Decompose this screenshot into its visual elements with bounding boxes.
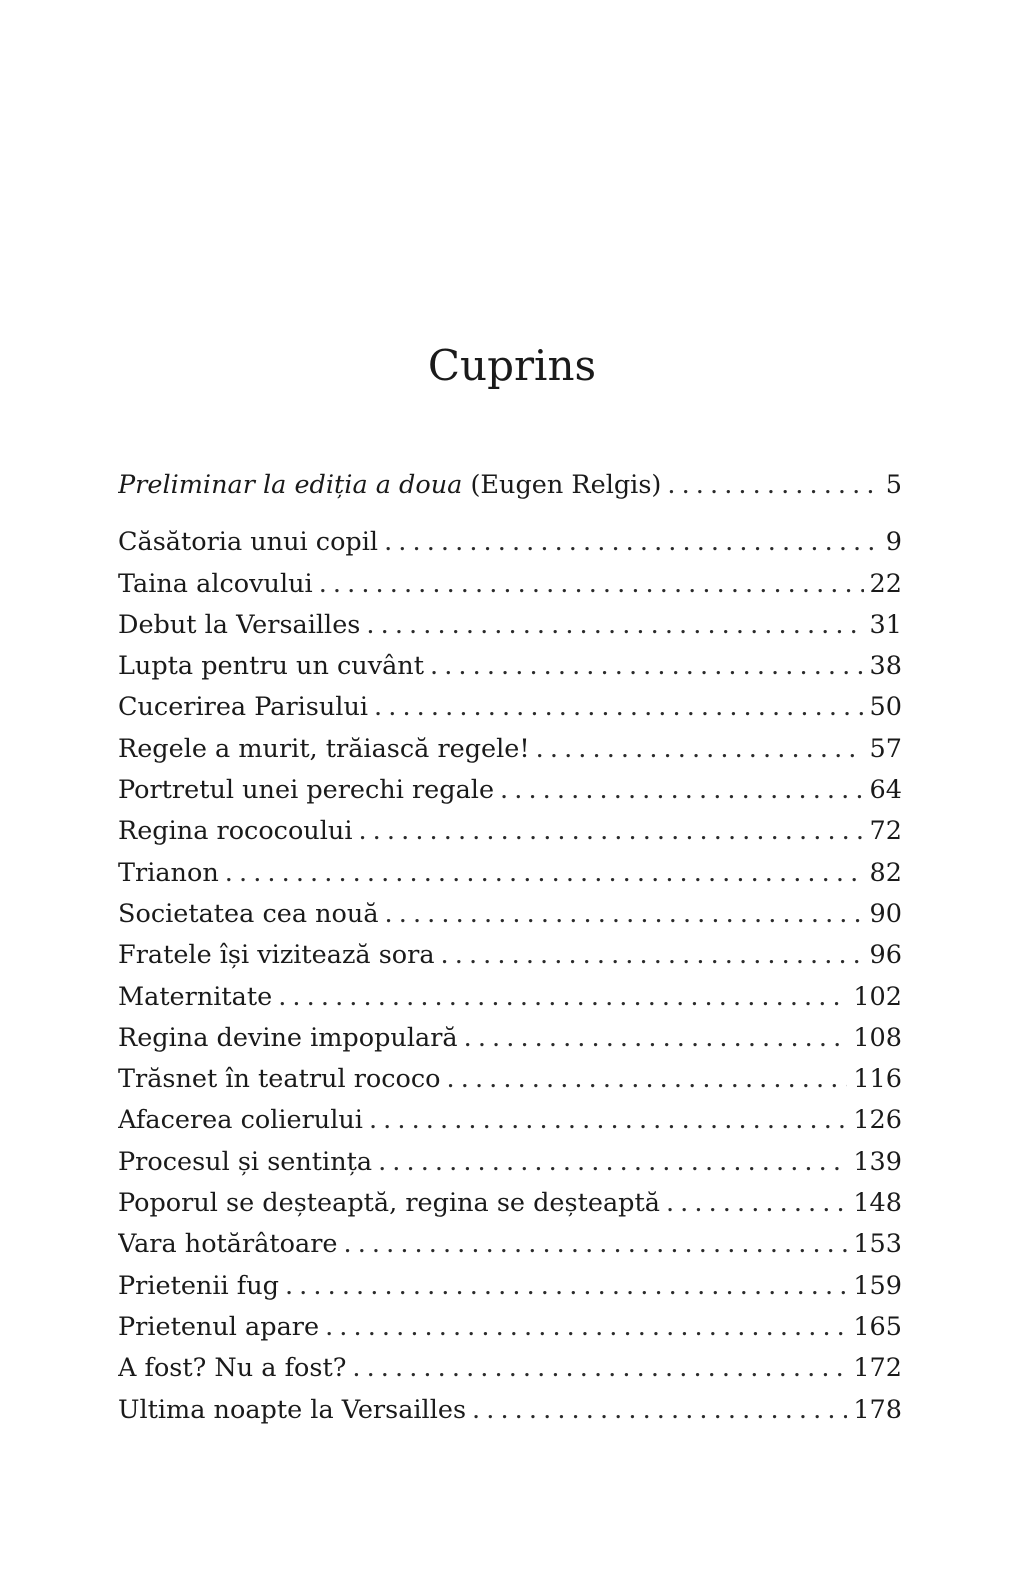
toc-entry-title: Prietenul apare (118, 1311, 320, 1342)
toc-entry[interactable] (118, 770, 902, 811)
toc-entry-title: Trianon (118, 857, 219, 888)
dot-leader (464, 1018, 848, 1059)
toc-entry[interactable] (118, 1018, 902, 1059)
toc-entry-title (118, 465, 661, 506)
dot-leader (500, 770, 864, 811)
dot-leader (441, 935, 864, 976)
dot-leader (430, 646, 864, 687)
toc-entry-title: Regele a murit, trăiască regele! (118, 733, 530, 764)
toc-entry[interactable] (118, 1348, 902, 1389)
dot-leader (384, 522, 880, 563)
toc-entry-page: 50 (869, 692, 902, 723)
dot-leader (285, 1266, 847, 1307)
toc-entry-page: 64 (869, 775, 902, 806)
preface-author: (Eugen Relgis) (470, 470, 662, 500)
dot-leader (374, 687, 864, 728)
dot-leader (278, 977, 847, 1018)
toc-entry[interactable] (118, 1183, 902, 1224)
toc-entry[interactable] (118, 977, 902, 1018)
toc-entry-page: 38 (869, 651, 902, 682)
toc-entry-title: Prietenii fug (118, 1270, 279, 1301)
toc-entry-page: 82 (869, 857, 902, 888)
toc-entry-page: 9 (885, 527, 902, 558)
toc-entry-page: 153 (853, 1229, 902, 1260)
toc-entry[interactable] (118, 935, 902, 976)
dot-leader (352, 1348, 847, 1389)
table-of-contents (118, 465, 902, 1431)
toc-entry-title: Procesul și sentința (118, 1146, 373, 1177)
toc-entry-page: 126 (853, 1105, 902, 1136)
dot-leader (536, 729, 864, 770)
toc-entry-page: 57 (869, 733, 902, 764)
toc-entry-page: 102 (853, 981, 902, 1012)
dot-leader (343, 1224, 847, 1265)
toc-entry-page: 96 (869, 940, 902, 971)
toc-entry-title: Cucerirea Parisului (118, 692, 369, 723)
toc-entry-title: Afacerea colierului (118, 1105, 363, 1136)
toc-entry-title: Poporul se deșteaptă, regina se deșteaptă (118, 1188, 660, 1219)
dot-leader (358, 811, 863, 852)
toc-entry-title: A fost? Nu a fost? (118, 1353, 347, 1384)
toc-entry-title: Portretul unei perechi regale (118, 775, 495, 806)
toc-entry-title: Fratele își vizitează sora (118, 940, 435, 971)
toc-entry-title: Lupta pentru un cuvânt (118, 651, 424, 682)
toc-entry-page: 172 (853, 1353, 902, 1384)
dot-leader (366, 605, 863, 646)
toc-entry[interactable] (118, 1390, 902, 1431)
dot-leader (666, 1183, 847, 1224)
page-title: Cuprins (427, 341, 597, 390)
toc-entry[interactable] (118, 1100, 902, 1141)
toc-entry-page: 139 (853, 1146, 902, 1177)
toc-entry-page: 165 (853, 1311, 902, 1342)
toc-entry-title: Trăsnet în teatrul rococo (118, 1064, 441, 1095)
toc-entry[interactable] (118, 1224, 902, 1265)
toc-entry-title: Taina alcovului (118, 568, 313, 599)
toc-entry[interactable] (118, 605, 902, 646)
toc-entry-page: 31 (869, 609, 902, 640)
dot-leader (472, 1390, 847, 1431)
dot-leader (225, 853, 864, 894)
dot-leader (667, 465, 879, 506)
dot-leader (378, 1142, 847, 1183)
toc-entry-title: Maternitate (118, 981, 273, 1012)
toc-entry-page: 178 (853, 1394, 902, 1425)
toc-entry-title: Societatea cea nouă (118, 898, 379, 929)
dot-leader (385, 894, 864, 935)
toc-entry-page: 159 (853, 1270, 902, 1301)
dot-leader (369, 1100, 847, 1141)
toc-entry-page: 148 (853, 1188, 902, 1219)
toc-entry[interactable] (118, 811, 902, 852)
toc-entry-page: 90 (869, 898, 902, 929)
toc-entry-title: Regina rococoului (118, 816, 353, 847)
dot-leader (325, 1307, 847, 1348)
toc-entry[interactable] (118, 894, 902, 935)
dot-leader (447, 1059, 848, 1100)
toc-entry-preface[interactable] (118, 465, 902, 506)
toc-entry-title: Ultima noapte la Versailles (118, 1394, 467, 1425)
toc-entry-page: 72 (869, 816, 902, 847)
toc-entry-page: 116 (853, 1064, 902, 1095)
toc-entry[interactable] (118, 1142, 902, 1183)
toc-entry-title: Căsătoria unui copil (118, 527, 379, 558)
toc-entry[interactable] (118, 687, 902, 728)
toc-entry[interactable] (118, 1266, 902, 1307)
toc-entry[interactable] (118, 522, 902, 563)
toc-entry[interactable] (118, 1059, 902, 1100)
toc-entry-title: Debut la Versailles (118, 609, 361, 640)
toc-entry-title: Regina devine impopulară (118, 1022, 458, 1053)
toc-entry-title: Vara hotărâtoare (118, 1229, 338, 1260)
toc-entry[interactable] (118, 646, 902, 687)
toc-entry[interactable] (118, 564, 902, 605)
toc-entry-page: 108 (853, 1022, 902, 1053)
preface-italic-title: Preliminar la ediția a doua (118, 470, 463, 500)
toc-entry[interactable] (118, 1307, 902, 1348)
toc-entry-page: 22 (869, 568, 902, 599)
toc-entry-page: 5 (885, 470, 902, 500)
toc-entry[interactable] (118, 729, 902, 770)
dot-leader (319, 564, 864, 605)
toc-entry[interactable] (118, 853, 902, 894)
